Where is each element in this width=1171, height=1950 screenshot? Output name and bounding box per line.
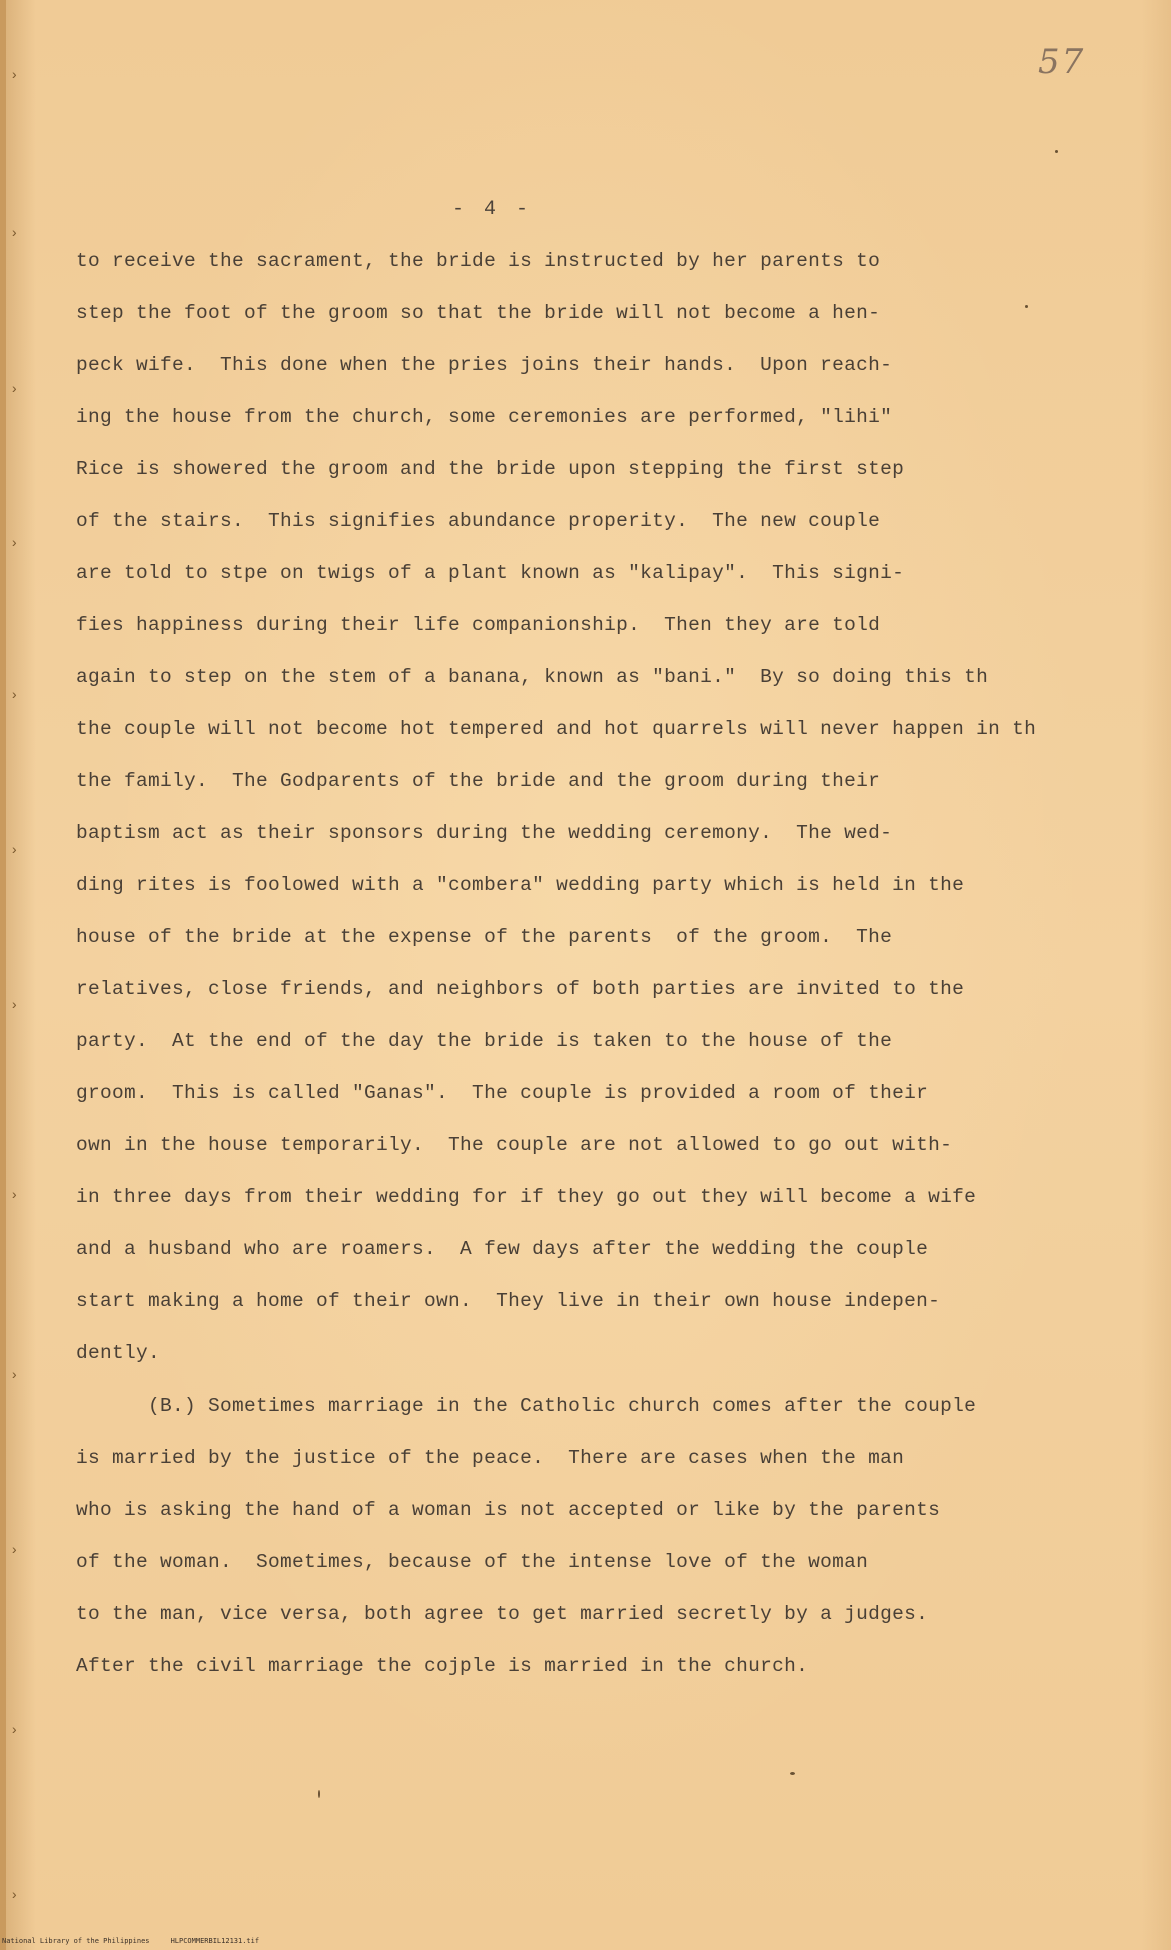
text-line: groom. This is called "Ganas". The couple is provided a room of their	[76, 1082, 929, 1104]
page-edge	[0, 0, 6, 1950]
text-line: fies happiness during their life companionship. Then they are told	[76, 614, 881, 636]
text-line: start making a home of their own. They live in their own house indepen-	[76, 1290, 941, 1312]
binding-mark: ›	[10, 226, 19, 242]
text-line: Rice is showered the groom and the bride upon stepping the first step	[76, 458, 905, 480]
text-line: baptism act as their sponsors during the wedding ceremony. The wed-	[76, 822, 893, 844]
archive-footer: National Library of the Philippines HLPCOMMERBIL12131.tif	[2, 1937, 260, 1945]
text-line: of the woman. Sometimes, because of the intense love of the woman	[76, 1551, 869, 1573]
text-line: of the stairs. This signifies abundance properity. The new couple	[76, 510, 881, 532]
binding-mark: ›	[10, 688, 19, 704]
text-line: is married by the justice of the peace. There are cases when the man	[76, 1447, 905, 1469]
text-line: own in the house temporarily. The couple are not allowed to go out with-	[76, 1134, 953, 1156]
text-line: the family. The Godparents of the bride and the groom during their	[76, 770, 881, 792]
paper-speck	[318, 1790, 320, 1798]
text-line: step the foot of the groom so that the bride will not become a hen-	[76, 302, 881, 324]
text-line: party. At the end of the day the bride is taken to the house of the	[76, 1030, 893, 1052]
text-line: After the civil marriage the cojple is married in the church.	[76, 1655, 809, 1677]
binding-mark: ›	[10, 998, 19, 1014]
binding-mark: ›	[10, 68, 19, 84]
binding-mark: ›	[10, 382, 19, 398]
text-line: house of the bride at the expense of the parents of the groom. The	[76, 926, 893, 948]
text-line: peck wife. This done when the pries joins their hands. Upon reach-	[76, 354, 893, 376]
text-line: dently.	[76, 1342, 161, 1364]
text-line: are told to stpe on twigs of a plant known as "kalipay". This signi-	[76, 562, 905, 584]
text-line: who is asking the hand of a woman is not accepted or like by the parents	[76, 1499, 941, 1521]
text-line: to receive the sacrament, the bride is instructed by her parents to	[76, 250, 881, 272]
text-line: again to step on the stem of a banana, known as "bani." By so doing this th	[76, 666, 989, 688]
text-line: and a husband who are roamers. A few days after the wedding the couple	[76, 1238, 929, 1260]
text-line: ing the house from the church, some ceremonies are performed, "lihi"	[76, 406, 893, 428]
text-line: the couple will not become hot tempered and hot quarrels will never happen in th	[76, 718, 1037, 740]
text-line: to the man, vice versa, both agree to get married secretly by a judges.	[76, 1603, 929, 1625]
paper-speck	[1025, 305, 1028, 308]
paper-speck	[790, 1772, 795, 1775]
typed-page-marker: - 4 -	[452, 198, 533, 221]
binding-mark: ›	[10, 1188, 19, 1204]
text-line: ding rites is foolowed with a "combera" wedding party which is held in the	[76, 874, 965, 896]
binding-mark: ›	[10, 1543, 19, 1559]
binding-mark: ›	[10, 843, 19, 859]
binding-mark: ›	[10, 1723, 19, 1739]
binding-mark: ›	[10, 1368, 19, 1384]
text-line: in three days from their wedding for if they go out they will become a wife	[76, 1186, 977, 1208]
paper-speck	[1055, 150, 1058, 153]
handwritten-page-number: 57	[1038, 42, 1086, 82]
binding-mark: ›	[10, 1888, 19, 1904]
text-line: (B.) Sometimes marriage in the Catholic church comes after the couple	[76, 1395, 977, 1417]
text-line: relatives, close friends, and neighbors of both parties are invited to the	[76, 978, 965, 1000]
binding-mark: ›	[10, 536, 19, 552]
